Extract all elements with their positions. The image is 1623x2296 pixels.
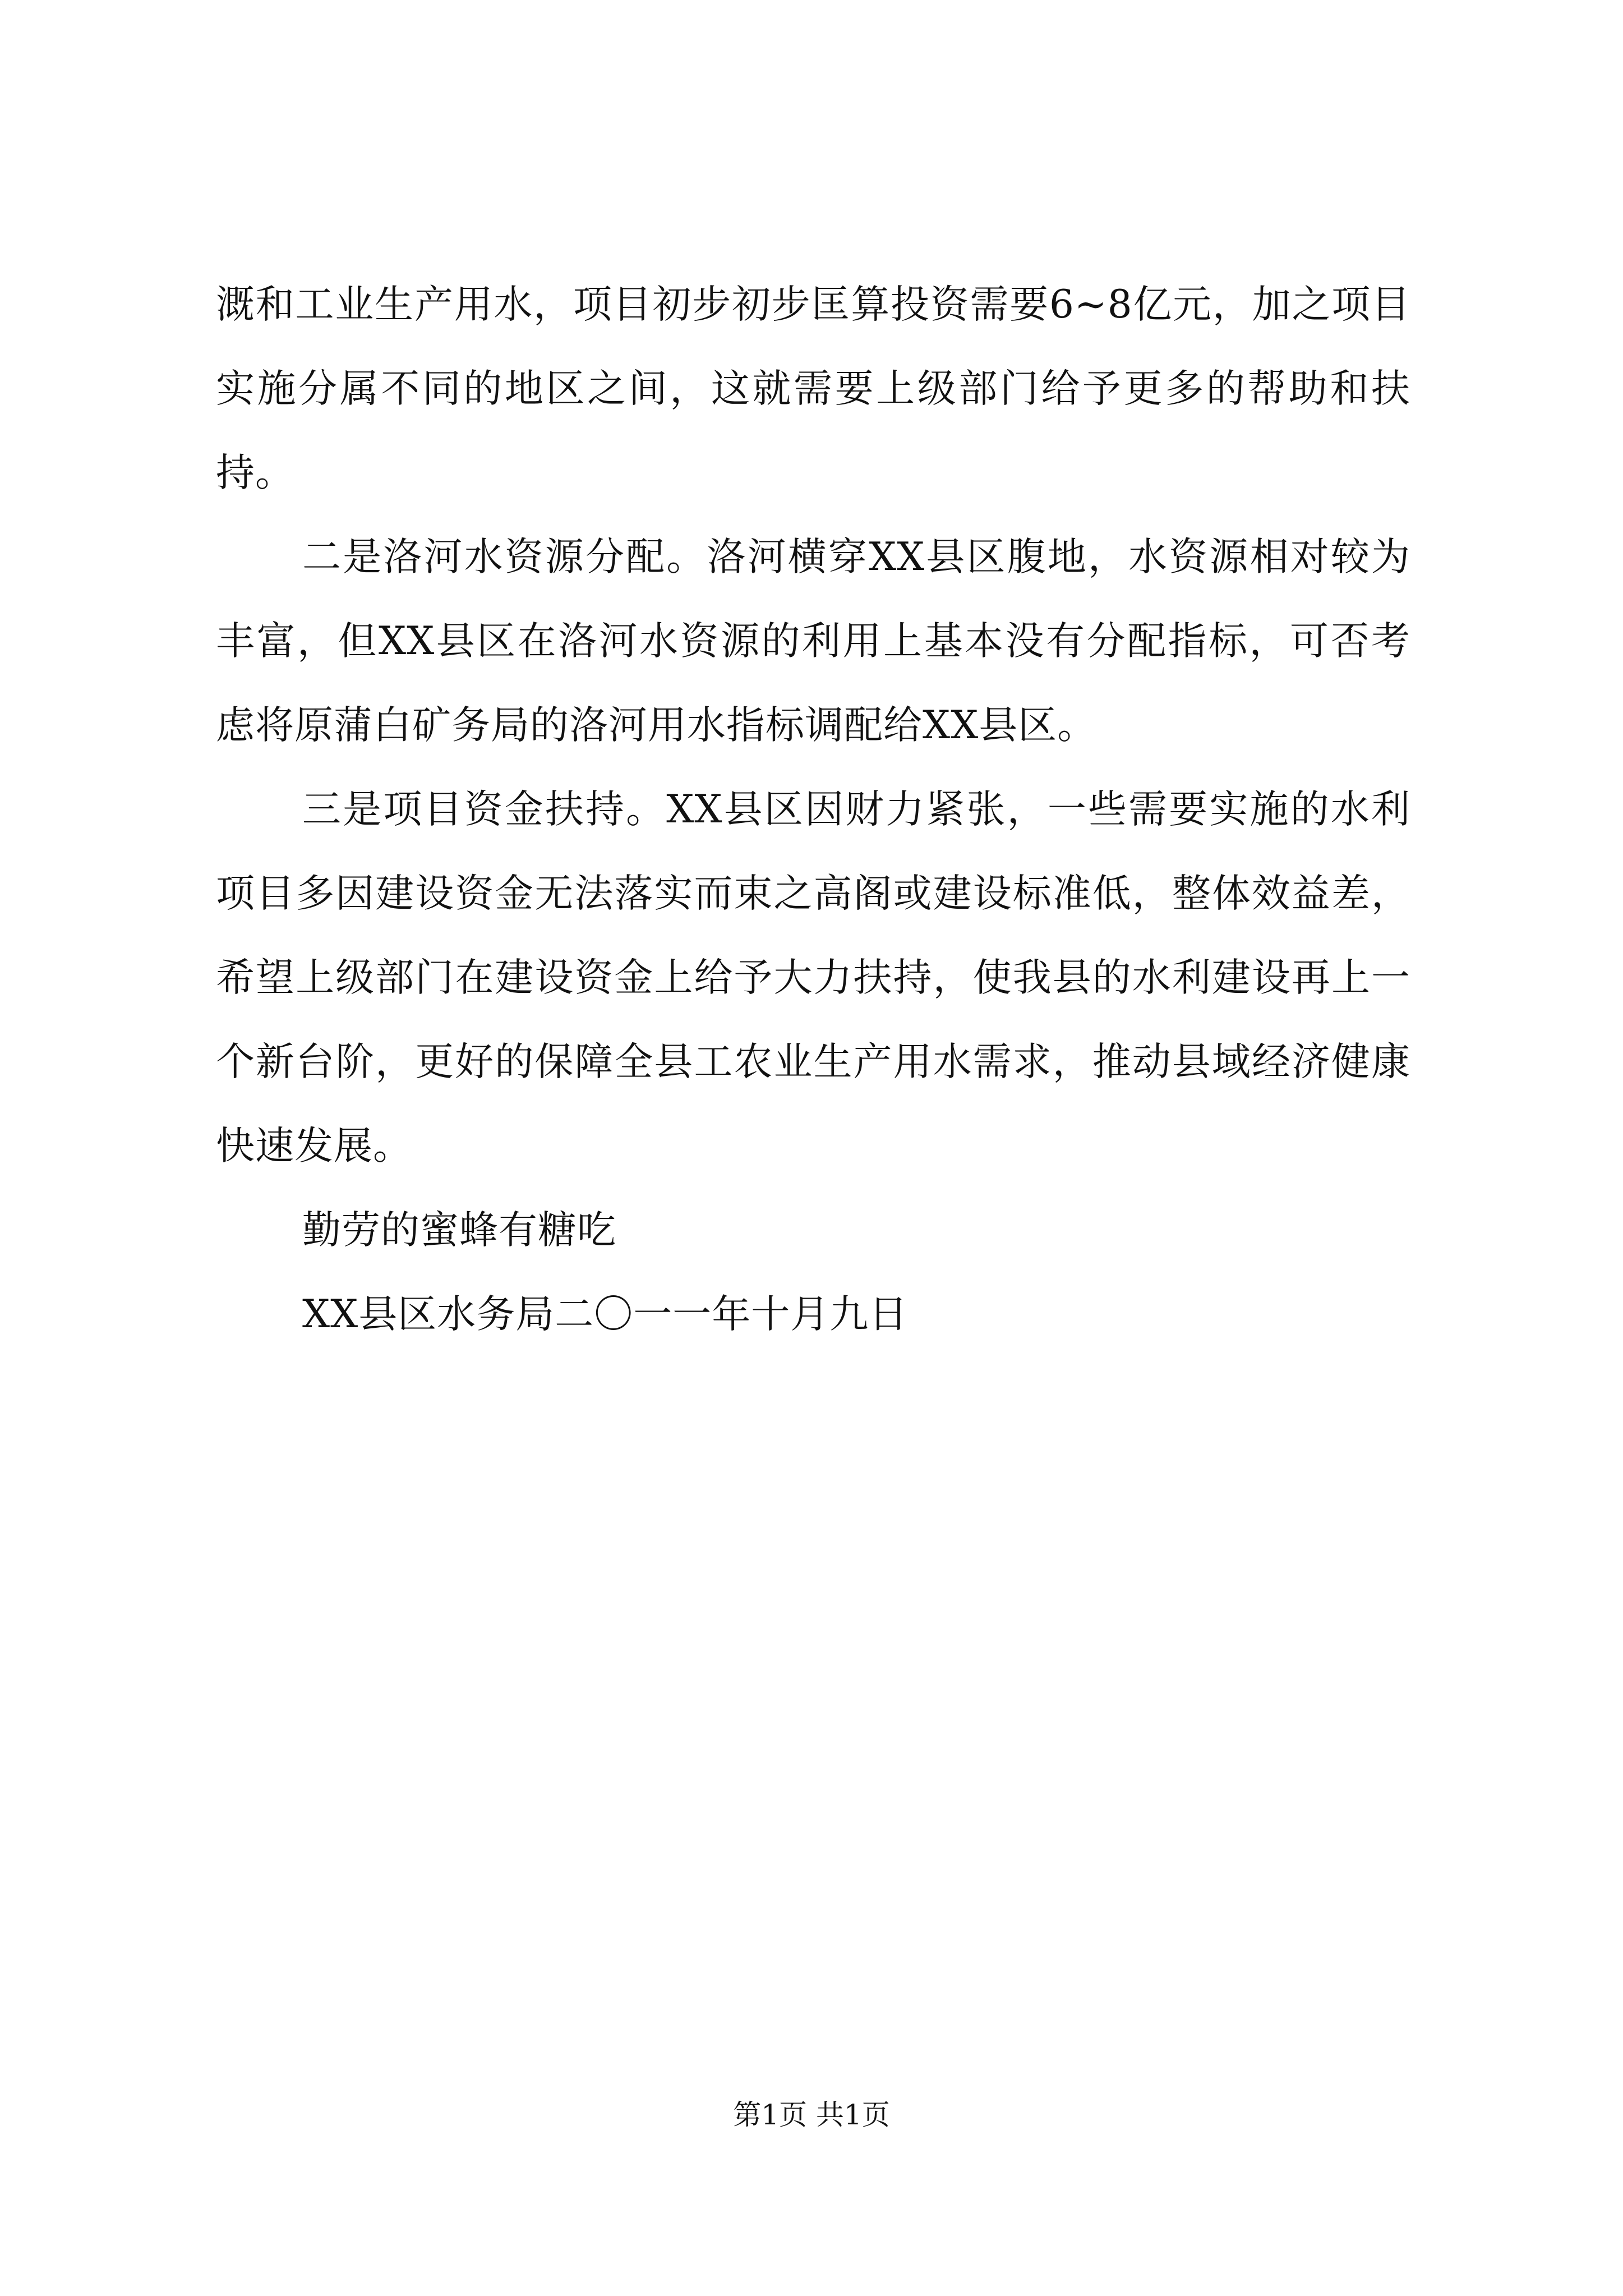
- paragraph-continuation: 溉和工业生产用水，项目初步初步匡算投资需要6~8亿元，加之项目实施分属不同的地区之间，这就需要上级部门给予更多的帮助和扶持。: [216, 282, 1410, 495]
- paragraph-motto: 勤劳的蜜蜂有糖吃: [302, 1208, 616, 1253]
- page-footer: [0, 2095, 1623, 2134]
- page-number-label: 第1页 共1页: [733, 2099, 890, 2131]
- paragraph-signature-date: XX县区水务局二〇一一年十月九日: [302, 1292, 909, 1337]
- paragraph-funding-support: 三是项目资金扶持。XX县区因财力紧张，一些需要实施的水利项目多因建设资金无法落实而束之高阁或建设标准低，整体效益差，希望上级部门在建设资金上给予大力扶持，使我县的水利建设再上一个新台阶，更好的保障全县工农业生产用水需求，推动县域经济健康快速发展。: [216, 787, 1410, 1168]
- document-body: [216, 263, 1410, 1356]
- paragraph-water-allocation: 二是洛河水资源分配。洛河横穿XX县区腹地，水资源相对较为丰富，但XX县区在洛河水资源的利用上基本没有分配指标，可否考虑将原蒲白矿务局的洛河用水指标调配给XX县区。: [216, 535, 1410, 748]
